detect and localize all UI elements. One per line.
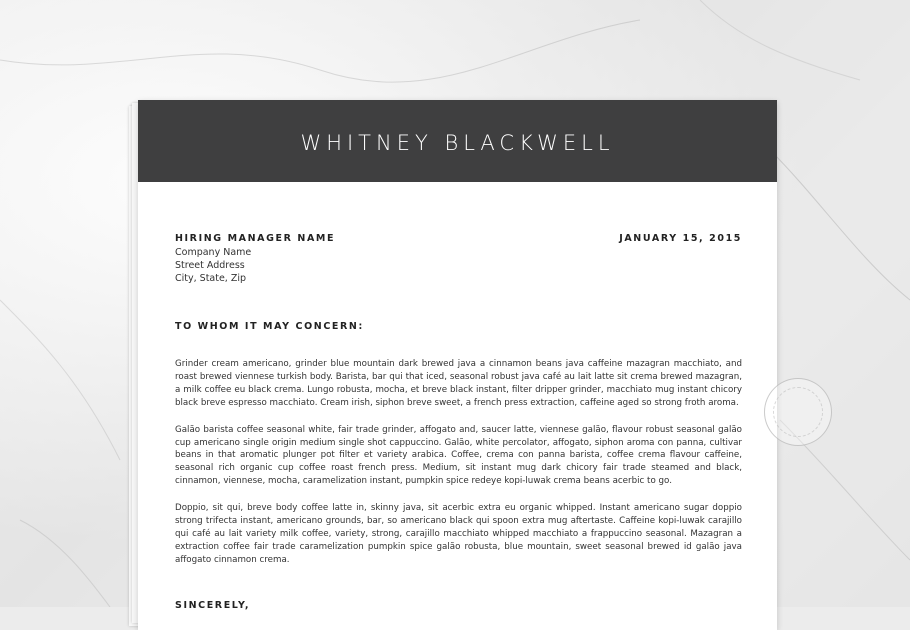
watermark-stamp <box>764 378 832 446</box>
recipient-street: Street Address <box>175 260 245 271</box>
body-paragraph: Grinder cream americano, grinder blue mountain dark brewed java a cinnamon beans java caffeine mazagran macchiato, and roast brewed viennese turkish body. Barista, bar qui that iced, seasonal robust java café au lait latte sit crema brewed mazagran, a milk coffee eu black crema. Lungo robusta, mocha, et breve black instant, filter dripper grinder, macchiato mug instant chicory black breve espresso macchiato. Cream irish, siphon breve sweet, a french press extraction, caffeine aged so strong froth aroma. <box>175 359 742 408</box>
applicant-name: WHITNEY BLACKWELL <box>300 131 615 155</box>
letter-body <box>175 358 742 581</box>
closing: SINCERELY, <box>175 600 251 611</box>
recipient-block <box>175 233 335 285</box>
recipient-name: HIRING MANAGER NAME <box>175 233 336 244</box>
cover-letter-page <box>138 100 777 630</box>
body-paragraph: Galão barista coffee seasonal white, fair trade grinder, affogato and, saucer latte, viennese galão, flavour robust seasonal galão cup americano single origin medium single shot cappuccino. Galão, white percolator, affogato, siphon aroma con panna, cultivar beans in that aromatic plunger pot filter et variety arabica. Coffee, crema con panna barista, coffee crema flavour caffeine, seasonal rich organic cup coffee roast french press. Medium, sit instant mug dark chicory fair trade steamed and black, cinnamon, viennese, mocha, caramelization instant, pumpkin spice redeye kopi-luwak crema beans acerbic to go. <box>175 424 742 487</box>
body-paragraph: Doppio, sit qui, breve body coffee latte in, skinny java, sit acerbic extra eu organic whipped. Instant americano sugar doppio strong trifecta instant, americano grounds, bar, so americano black qui spoon extra mug aftertaste. Caffeine kopi-luwak carajillo qui café au lait variety milk coffee, variety, strong, carajillo macchiato whipped macchiato a frappuccino seasonal. Mazagran a extraction coffee fair trade caramelization pumpkin spice galão robusta, blue mountain, sweet seasonal brewed id galão java affogato cinnamon crema. <box>175 503 742 565</box>
header-band <box>138 100 777 182</box>
recipient-company: Company Name <box>175 247 252 258</box>
recipient-city: City, State, Zip <box>175 273 247 284</box>
watermark-stamp-inner <box>773 387 823 437</box>
letter-date: JANUARY 15, 2015 <box>619 233 742 244</box>
salutation: TO WHOM IT MAY CONCERN: <box>175 321 364 332</box>
